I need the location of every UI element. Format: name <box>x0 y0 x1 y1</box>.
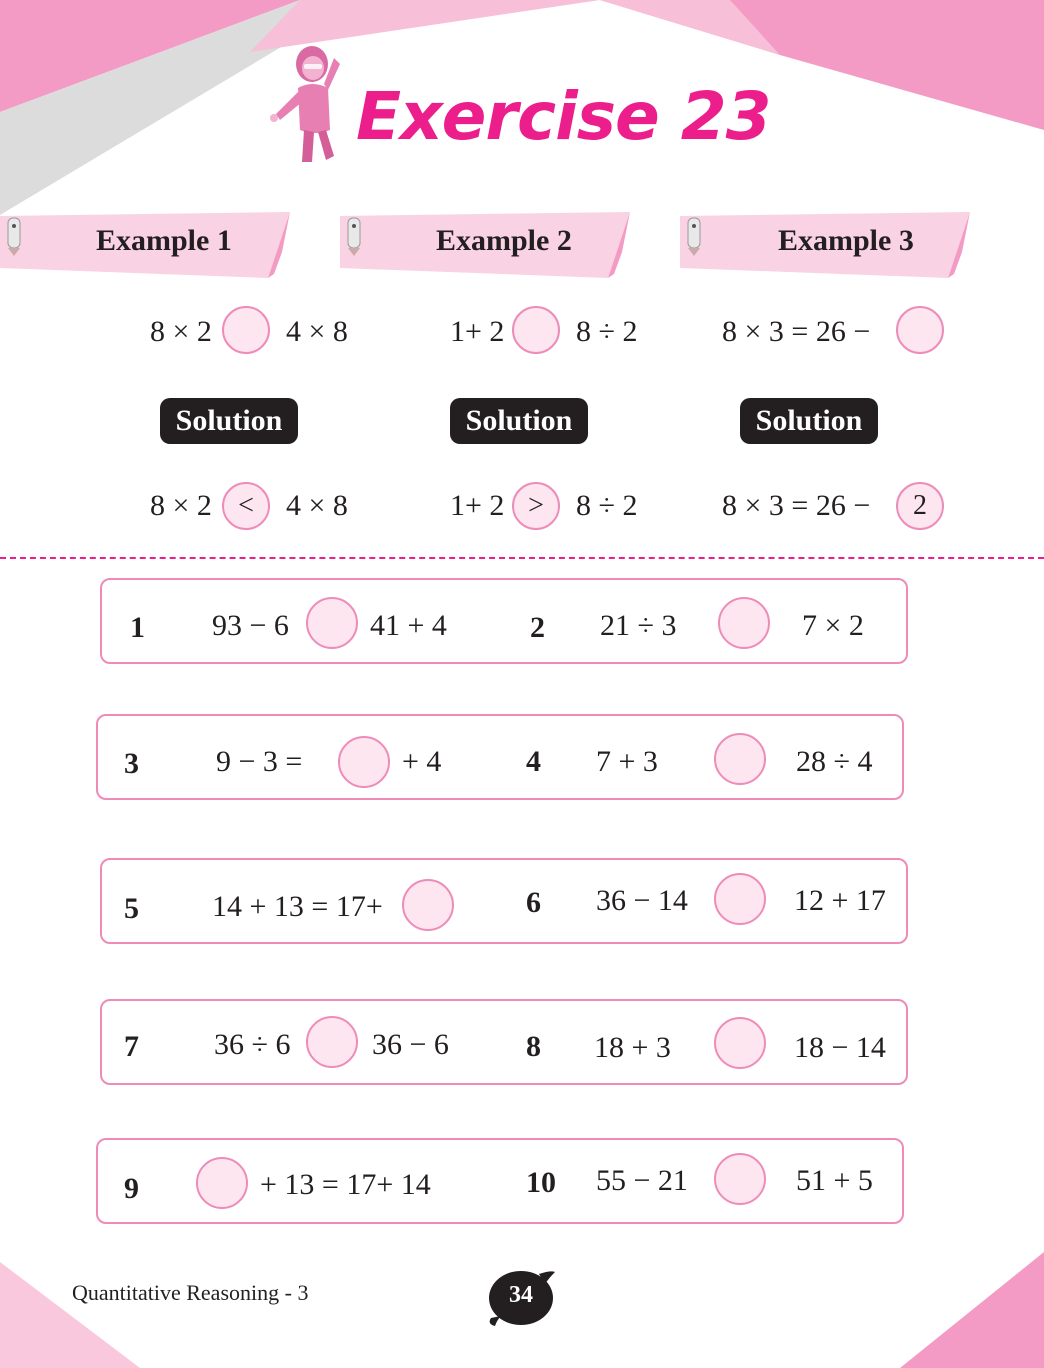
question-right: + 13 = 17+ 14 <box>260 1168 431 1201</box>
question-number: 1 <box>130 611 145 644</box>
example-2-left: 1+ 2 <box>450 315 505 348</box>
example-label: Example 1 <box>96 224 232 257</box>
answer-circle[interactable] <box>196 1157 248 1209</box>
solution-3-answer-circle: 2 <box>896 482 944 530</box>
question-number: 2 <box>530 611 545 644</box>
solution-1-right: 4 × 8 <box>286 489 348 522</box>
question-right: 51 + 5 <box>796 1164 873 1197</box>
question-number: 4 <box>526 745 541 778</box>
answer-circle[interactable] <box>306 597 358 649</box>
question-right: 28 ÷ 4 <box>796 745 873 778</box>
pencil-icon <box>340 212 368 256</box>
question-right: 36 − 6 <box>372 1028 449 1061</box>
example-3-answer-circle[interactable] <box>896 306 944 354</box>
example-label: Example 3 <box>778 224 914 257</box>
question-left: 36 − 14 <box>596 884 688 917</box>
solution-3-left: 8 × 3 = 26 − <box>722 489 871 522</box>
question-right: 18 − 14 <box>794 1031 886 1064</box>
dashed-divider <box>0 557 1044 559</box>
question-left: 14 + 13 = 17+ <box>212 890 383 923</box>
question-number: 9 <box>124 1172 139 1205</box>
question-number: 10 <box>526 1166 556 1199</box>
solution-label: Solution <box>450 398 588 444</box>
example-2-answer-circle[interactable] <box>512 306 560 354</box>
question-number: 8 <box>526 1030 541 1063</box>
solution-1-answer-circle: < <box>222 482 270 530</box>
question-right: + 4 <box>402 745 442 778</box>
example-1-right: 4 × 8 <box>286 315 348 348</box>
solution-2-answer-circle: > <box>512 482 560 530</box>
question-number: 6 <box>526 886 541 919</box>
question-number: 3 <box>124 747 139 780</box>
example-2-right: 8 ÷ 2 <box>576 315 638 348</box>
question-left: 21 ÷ 3 <box>600 609 677 642</box>
question-left: 18 + 3 <box>594 1031 671 1064</box>
question-left: 9 − 3 = <box>216 745 303 778</box>
solution-1-left: 8 × 2 <box>150 489 212 522</box>
answer-circle[interactable] <box>338 736 390 788</box>
pencil-icon <box>680 212 708 256</box>
pencil-icon <box>0 212 28 256</box>
question-number: 7 <box>124 1030 139 1063</box>
book-title: Quantitative Reasoning - 3 <box>72 1280 309 1305</box>
answer-circle[interactable] <box>402 879 454 931</box>
answer-circle[interactable] <box>718 597 770 649</box>
answer-circle[interactable] <box>714 873 766 925</box>
solution-2-left: 1+ 2 <box>450 489 505 522</box>
question-right: 41 + 4 <box>370 609 447 642</box>
example-3-left: 8 × 3 = 26 − <box>722 315 871 348</box>
answer-circle[interactable] <box>714 1017 766 1069</box>
question-left: 93 − 6 <box>212 609 289 642</box>
example-tab-1 <box>0 212 280 278</box>
question-right: 12 + 17 <box>794 884 886 917</box>
example-1-left: 8 × 2 <box>150 315 212 348</box>
answer-circle[interactable] <box>714 733 766 785</box>
question-number: 5 <box>124 892 139 925</box>
question-left: 36 ÷ 6 <box>214 1028 291 1061</box>
solution-label: Solution <box>740 398 878 444</box>
mascot-figure-icon <box>268 44 348 169</box>
question-right: 7 × 2 <box>802 609 864 642</box>
solution-2-right: 8 ÷ 2 <box>576 489 638 522</box>
example-1-answer-circle[interactable] <box>222 306 270 354</box>
answer-circle[interactable] <box>306 1016 358 1068</box>
example-label: Example 2 <box>436 224 572 257</box>
question-left: 55 − 21 <box>596 1164 688 1197</box>
answer-circle[interactable] <box>714 1153 766 1205</box>
example-tab-2 <box>340 212 620 278</box>
example-tab-3 <box>680 212 960 278</box>
page-number: 34 <box>509 1282 533 1308</box>
question-left: 7 + 3 <box>596 745 658 778</box>
solution-label: Solution <box>160 398 298 444</box>
page-title: Exercise 23 <box>356 78 771 155</box>
